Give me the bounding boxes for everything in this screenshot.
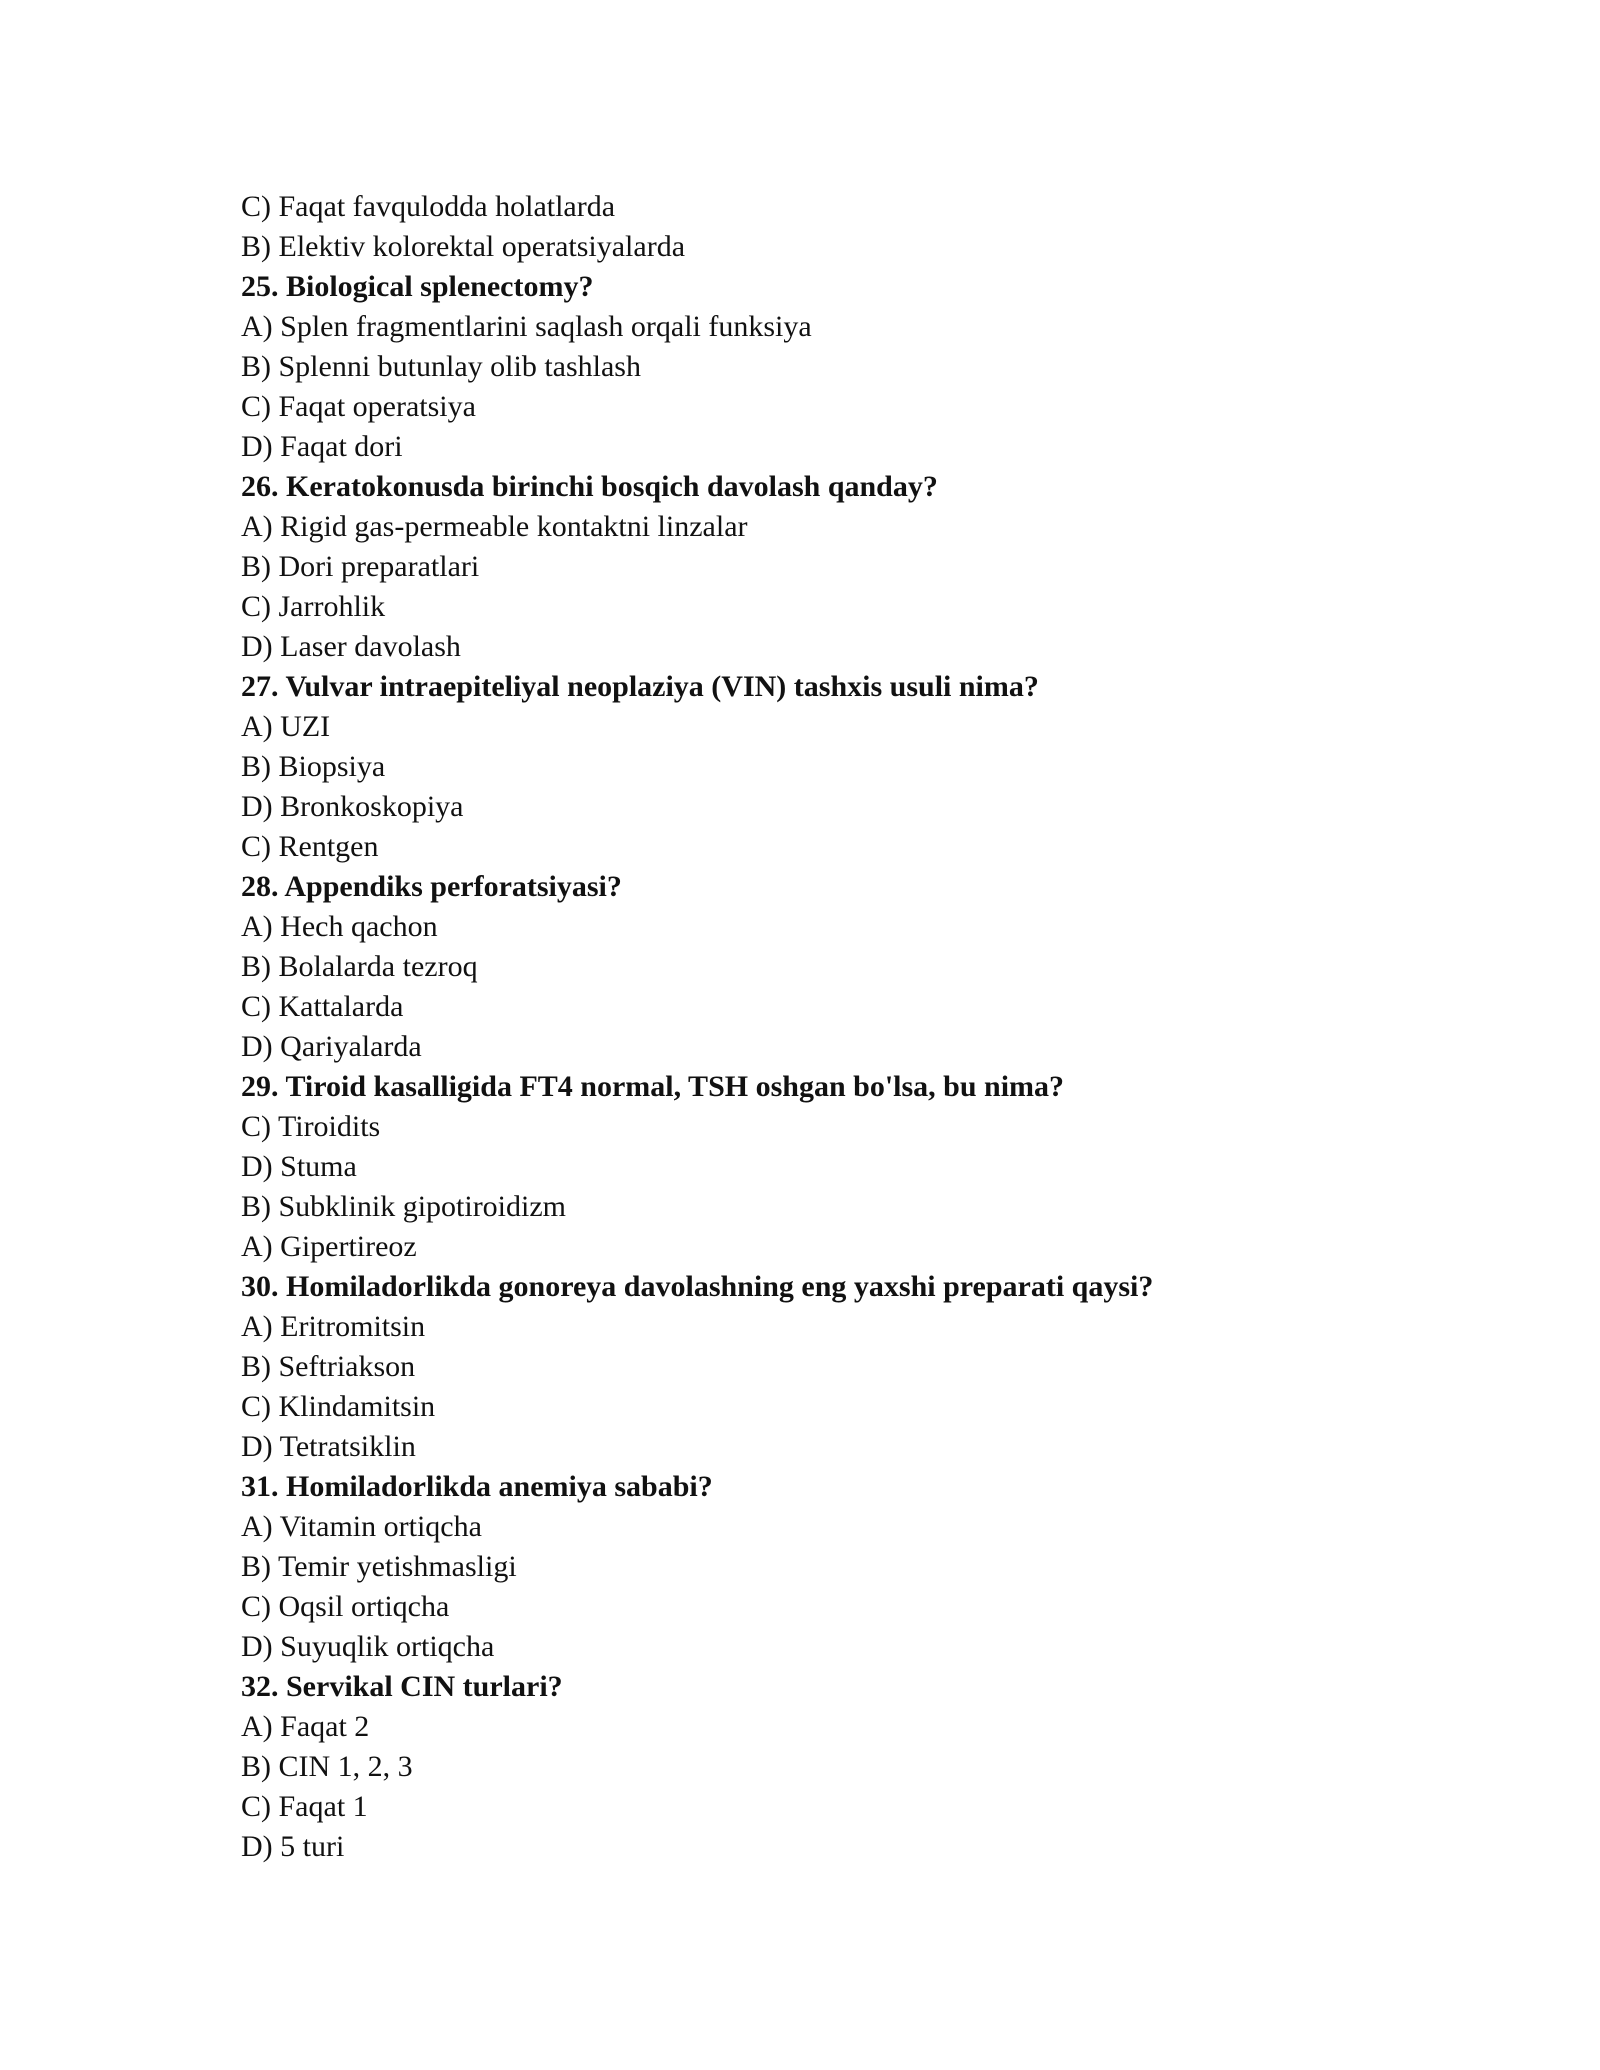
option-line: A) Hech qachon xyxy=(241,910,438,943)
option-line: C) Jarrohlik xyxy=(241,590,386,623)
option-line: B) Dori preparatlari xyxy=(241,550,480,583)
question-title: 30. Homiladorlikda gonoreya davolashning eng yaxshi preparati qaysi? xyxy=(241,1270,1154,1303)
option-line: A) Rigid gas-permeable kontaktni linzalar xyxy=(241,510,748,543)
option-line: A) Faqat 2 xyxy=(241,1710,370,1743)
option-line: C) Kattalarda xyxy=(241,990,404,1023)
question-list xyxy=(241,187,1441,1867)
option-line: A) UZI xyxy=(241,710,331,743)
option-line: B) Temir yetishmasligi xyxy=(241,1550,517,1583)
question-title: 27. Vulvar intraepiteliyal neoplaziya (VIN) tashxis usuli nima? xyxy=(241,670,1039,703)
option-line: C) Faqat operatsiya xyxy=(241,390,476,423)
option-line: C) Faqat 1 xyxy=(241,1790,368,1823)
option-line: B) Splenni butunlay olib tashlash xyxy=(241,350,641,383)
question-title: 29. Tiroid kasalligida FT4 normal, TSH oshgan bo'lsa, bu nima? xyxy=(241,1070,1065,1103)
option-line: A) Gipertireoz xyxy=(241,1230,417,1263)
option-line: C) Klindamitsin xyxy=(241,1390,436,1423)
option-line: D) Bronkoskopiya xyxy=(241,790,464,823)
option-line: B) CIN 1, 2, 3 xyxy=(241,1750,413,1783)
question-title: 26. Keratokonusda birinchi bosqich davolash qanday? xyxy=(241,470,938,503)
option-line: D) Stuma xyxy=(241,1150,357,1183)
option-line: A) Eritromitsin xyxy=(241,1310,426,1343)
question-title: 28. Appendiks perforatsiyasi? xyxy=(241,870,622,903)
option-line: A) Vitamin ortiqcha xyxy=(241,1510,482,1543)
option-line: C) Rentgen xyxy=(241,830,379,863)
option-line: B) Bolalarda tezroq xyxy=(241,950,478,983)
option-line: C) Oqsil ortiqcha xyxy=(241,1590,450,1623)
option-line: D) Suyuqlik ortiqcha xyxy=(241,1630,495,1663)
option-line: B) Biopsiya xyxy=(241,750,386,783)
option-line: A) Splen fragmentlarini saqlash orqali funksiya xyxy=(241,310,812,343)
option-line: D) Laser davolash xyxy=(241,630,461,663)
option-line: B) Subklinik gipotiroidizm xyxy=(241,1190,567,1223)
question-title: 31. Homiladorlikda anemiya sababi? xyxy=(241,1470,713,1503)
option-line: D) 5 turi xyxy=(241,1830,345,1863)
question-title: 32. Servikal CIN turlari? xyxy=(241,1670,563,1703)
option-line: D) Faqat dori xyxy=(241,430,403,463)
option-line: C) Faqat favqulodda holatlarda xyxy=(241,190,616,223)
option-line: B) Seftriakson xyxy=(241,1350,416,1383)
option-line: D) Qariyalarda xyxy=(241,1030,422,1063)
option-line: D) Tetratsiklin xyxy=(241,1430,416,1463)
option-line: C) Tiroidits xyxy=(241,1110,381,1143)
option-line: B) Elektiv kolorektal operatsiyalarda xyxy=(241,230,686,263)
question-title: 25. Biological splenectomy? xyxy=(241,270,594,303)
